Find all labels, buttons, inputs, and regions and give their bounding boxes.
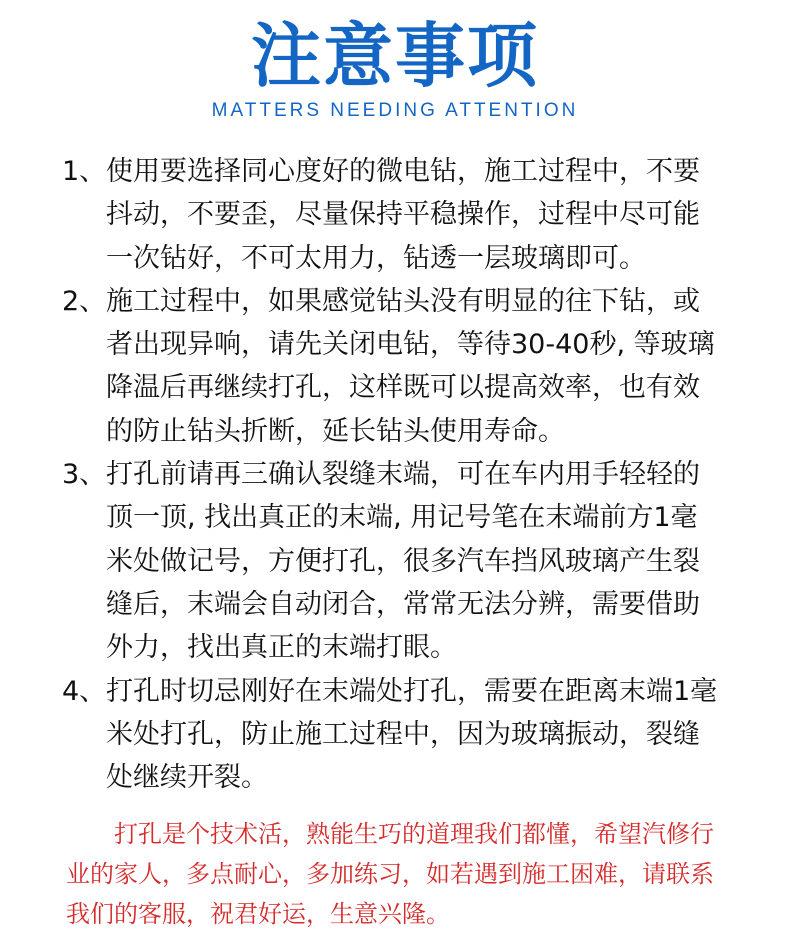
item-text: 施工过程中，如果感觉钻头没有明显的往下钻，或者出现异响，请先关闭电钻，等待30-40秒, 等玻璃降温后再继续打孔，这样既可以提高效率，也有效的防止钻头折断，延长钻头使用寿命。 bbox=[106, 285, 715, 447]
item-number: 2、 bbox=[62, 285, 107, 317]
item-number: 4、 bbox=[62, 675, 107, 707]
attention-list bbox=[62, 150, 722, 799]
closing-note: 打孔是个技术活，熟能生巧的道理我们都懂，希望汽修行业的家人，多点耐心，多加练习，如若遇到施工困难，请联系我们的客服，祝君好运，生意兴隆。 bbox=[66, 820, 714, 928]
list-item bbox=[62, 670, 722, 800]
item-number: 3、 bbox=[62, 459, 107, 491]
page-title: 注意事项 bbox=[251, 15, 539, 97]
list-item bbox=[62, 150, 722, 280]
item-text: 打孔时切忌刚好在末端处打孔，需要在距离末端1毫米处打孔，防止施工过程中，因为玻璃振动，裂缝处继续开裂。 bbox=[106, 675, 718, 794]
item-text: 使用要选择同心度好的微电钻，施工过程中，不要抖动，不要歪，尽量保持平稳操作，过程中尽可能一次钻好，不可太用力，钻透一层玻璃即可。 bbox=[106, 156, 700, 274]
page-subtitle: MATTERS NEEDING ATTENTION bbox=[211, 100, 579, 121]
item-text: 打孔前请再三确认裂缝末端，可在车内用手轻轻的顶一顶, 找出真正的末端, 用记号笔在末端前方1毫米处做记号，方便打孔，很多汽车挡风玻璃产生裂缝后，末端会自动闭合，常常无法分辨，需要借助外力，找出真正的末端打眼。 bbox=[106, 459, 700, 664]
list-item bbox=[62, 453, 722, 669]
item-number: 1、 bbox=[62, 156, 107, 187]
list-item bbox=[62, 280, 722, 453]
